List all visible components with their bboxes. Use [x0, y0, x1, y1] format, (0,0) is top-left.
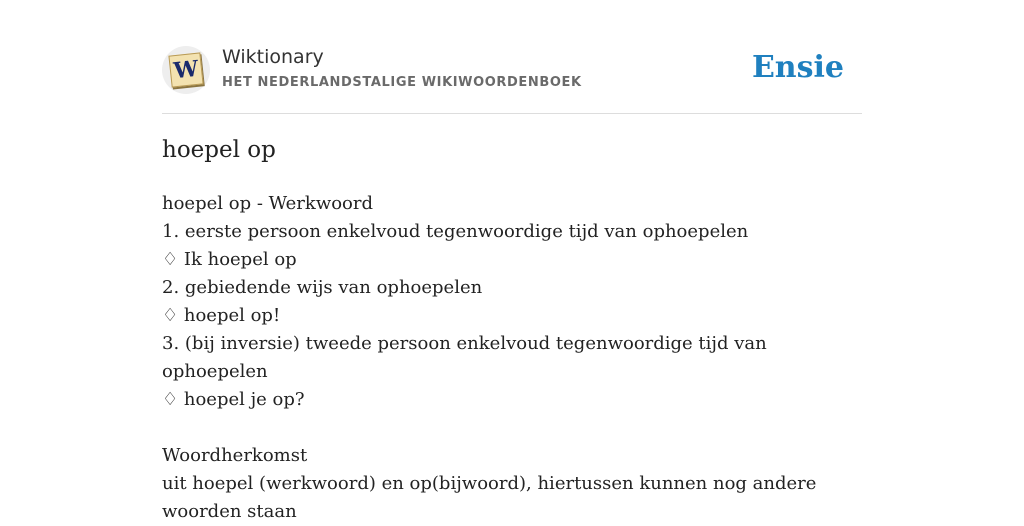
sense-example: ♢ Ik hoepel op — [162, 249, 297, 270]
wiktionary-logo[interactable] — [162, 46, 210, 94]
site-header — [162, 0, 862, 114]
page-title: hoepel op — [162, 137, 276, 163]
definition-heading: hoepel op - Werkwoord — [162, 193, 374, 214]
etymology-text: uit hoepel (werkwoord) en op(bijwoord), hiertussen kunnen nog andere woorden staan — [162, 473, 817, 522]
site-title[interactable]: Wiktionary — [222, 46, 324, 68]
ensie-brand-link[interactable]: Ensie — [751, 50, 844, 85]
wiktionary-w-icon: W — [168, 52, 203, 87]
section-spacer — [162, 414, 862, 442]
sense-definition: 1. eerste persoon enkelvoud tegenwoordige tijd van ophoepelen — [162, 221, 749, 242]
site-subtitle: HET NEDERLANDSTALIGE WIKIWOORDENBOEK — [222, 75, 582, 90]
sense-example: ♢ hoepel op! — [162, 305, 281, 326]
page-container — [162, 0, 862, 522]
etymology-heading: Woordherkomst — [162, 445, 308, 466]
sense-example: ♢ hoepel je op? — [162, 389, 305, 410]
definition-content — [162, 190, 862, 526]
sense-definition: 3. (bij inversie) tweede persoon enkelvoud tegenwoordige tijd van ophoepelen — [162, 333, 767, 382]
sense-definition: 2. gebiedende wijs van ophoepelen — [162, 277, 483, 298]
